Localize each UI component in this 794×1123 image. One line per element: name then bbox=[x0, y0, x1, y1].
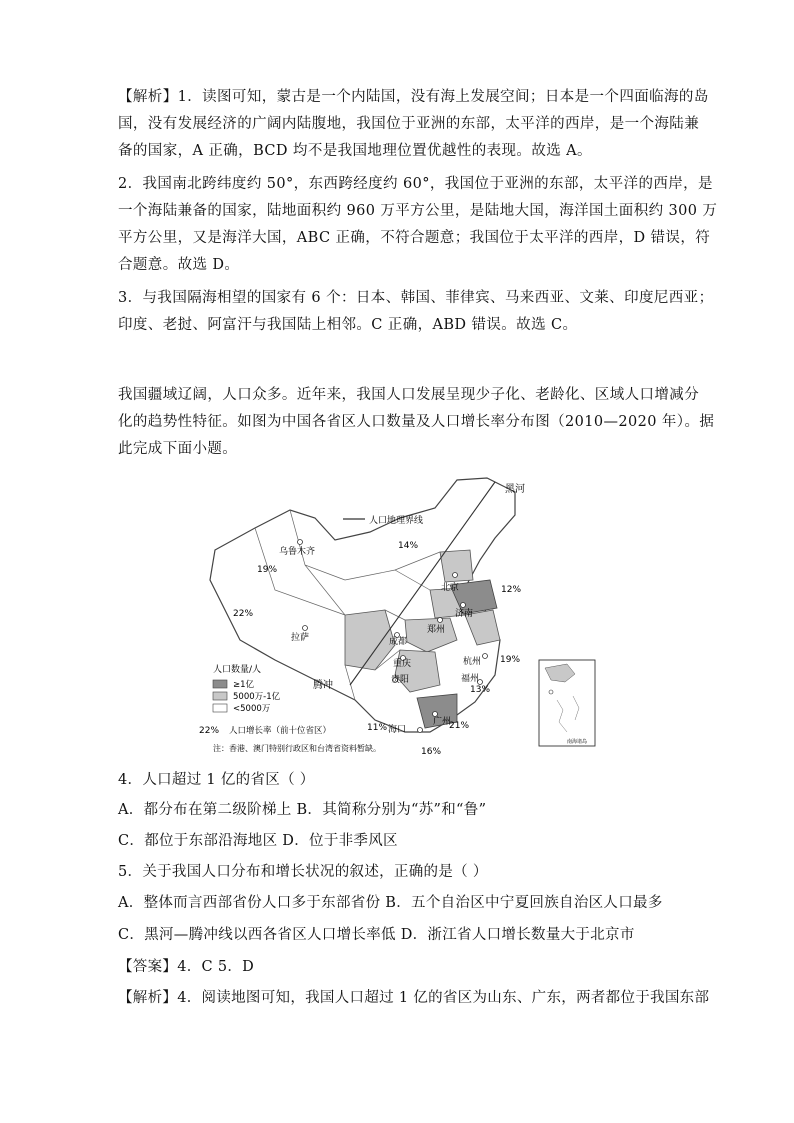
china-population-map bbox=[195, 470, 601, 760]
legend-item: 5000万-1亿 bbox=[233, 692, 281, 702]
rate-label: 11% bbox=[367, 723, 388, 733]
question-4-stem: 4．人口超过 1 亿的省区（ ） bbox=[118, 772, 315, 788]
city-beijing: 北京 bbox=[441, 583, 460, 593]
question-4-options-cd: C．都位于东部沿海地区 D．位于非季风区 bbox=[118, 833, 398, 849]
note-value: 16% bbox=[421, 747, 442, 757]
city-guiyang: 贵阳 bbox=[391, 675, 410, 685]
question-5-stem: 5．关于我国人口分布和增长状况的叙述，正确的是（ ） bbox=[118, 864, 488, 880]
south-china-sea-inset bbox=[539, 660, 595, 746]
text-line: 备的国家，A 正确，BCD 均不是我国地理位置优越性的表现。故选 A。 bbox=[118, 143, 592, 159]
city-haikou: 海口 bbox=[388, 725, 407, 735]
text-line: 2．我国南北跨纬度约 50°，东西跨经度约 60°，我国位于亚洲的东部，太平洋的西岸，是 bbox=[118, 176, 713, 192]
city-hangzhou: 杭州 bbox=[463, 657, 482, 667]
rate-label: 19% bbox=[500, 655, 521, 665]
city-lhasa: 拉萨 bbox=[291, 633, 310, 643]
city-chongqing: 重庆 bbox=[393, 659, 412, 669]
intro-paragraph bbox=[118, 382, 715, 463]
legend-item: <5000万 bbox=[233, 704, 271, 714]
question-5-options-cd: C．黑河—腾冲线以西各省区人口增长率低 D．浙江省人口增长数量大于北京市 bbox=[118, 927, 635, 943]
city-guangzhou: 广州 bbox=[433, 717, 452, 727]
city-zhengzhou: 郑州 bbox=[427, 625, 446, 635]
city-jinan: 济南 bbox=[455, 609, 474, 619]
label-tengchong: 腾冲 bbox=[313, 680, 333, 691]
text-line: 3．与我国隔海相望的国家有 6 个：日本、韩国、菲律宾、马来西亚、文莱、印度尼西亚； bbox=[118, 290, 714, 306]
rate-label: 14% bbox=[398, 541, 419, 551]
text-line: 一个海陆兼备的国家，陆地面积约 960 万平方公里，是陆地大国，海洋国土面积约 300 万 bbox=[118, 203, 718, 219]
rate-label: 19% bbox=[257, 565, 278, 575]
text-line: 【解析】1．读图可知，蒙古是一个内陆国，没有海上发展空间；日本是一个四面临海的岛 bbox=[118, 89, 709, 105]
question-4-options-ab: A．都分布在第二级阶梯上 B．其简称分别为“苏”和“鲁” bbox=[118, 802, 487, 818]
text-line: 化的趋势性特征。如图为中国各省区人口数量及人口增长率分布图（2010—2020 年）。据 bbox=[118, 414, 715, 430]
rate-label: 22% bbox=[233, 609, 254, 619]
line-legend-label: 人口地理界线 bbox=[369, 516, 424, 526]
label-heihe: 黑河 bbox=[505, 484, 525, 495]
text-line: 此完成下面小题。 bbox=[118, 441, 238, 457]
text-line: 我国疆域辽阔，人口众多。近年来，我国人口发展呈现少子化、老龄化、区域人口增减分 bbox=[118, 387, 700, 403]
legend-title: 人口数量/人 bbox=[213, 665, 262, 675]
city-fuzhou: 福州 bbox=[461, 674, 480, 684]
text-line: 平方公里，又是海洋大国，ABC 正确，不符合题意；我国位于太平洋的西岸，D 错误，符 bbox=[118, 230, 711, 246]
inset-label: 南海诸岛 bbox=[567, 739, 588, 745]
legend-item: ≥1亿 bbox=[233, 680, 255, 690]
rate-label: 13% bbox=[470, 685, 491, 695]
rate-legend-value: 22% bbox=[199, 726, 220, 736]
map-note: 注：香港、澳门特别行政区和台湾省资料暂缺。 bbox=[213, 744, 381, 753]
answer-line: 【答案】4．C 5．D bbox=[118, 959, 255, 975]
analysis-section-1 bbox=[118, 84, 718, 339]
city-chengdu: 成都 bbox=[389, 637, 408, 647]
text-line: 国，没有发展经济的广阔内陆腹地，我国位于亚洲的东部，太平洋的西岸，是一个海陆兼 bbox=[118, 116, 700, 132]
rate-legend-label: 人口增长率（前十位省区） bbox=[229, 726, 332, 736]
city-urumqi: 乌鲁木齐 bbox=[279, 547, 316, 557]
rate-label: 21% bbox=[449, 721, 470, 731]
analysis-section-2: 【解析】4．阅读地图可知，我国人口超过 1 亿的省区为山东、广东，两者都位于我国东部 bbox=[118, 990, 710, 1006]
text-line: 印度、老挝、阿富汗与我国陆上相邻。C 正确，ABD 错误。故选 C。 bbox=[118, 317, 578, 333]
rate-label: 12% bbox=[501, 585, 522, 595]
question-5-options-ab: A．整体而言西部省份人口多于东部省份 B．五个自治区中宁夏回族自治区人口最多 bbox=[118, 895, 663, 911]
text-line: 合题意。故选 D。 bbox=[118, 257, 240, 273]
